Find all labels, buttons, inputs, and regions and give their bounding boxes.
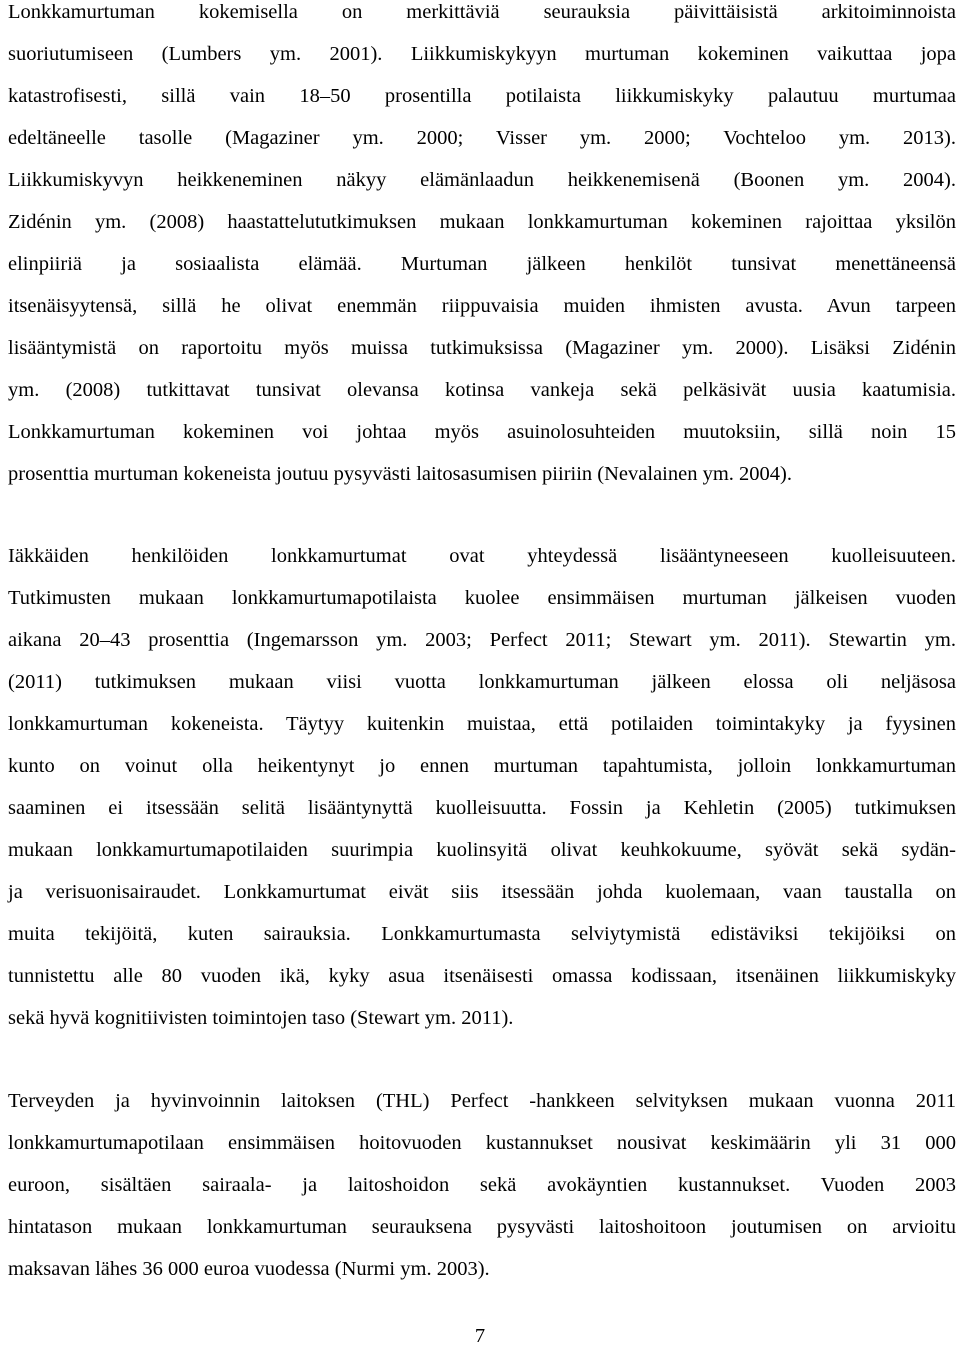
text-line: edeltäneelle tasolle (Magaziner ym. 2000; Visser ym. 2000; Vochteloo ym. 2013). <box>8 127 956 149</box>
text-line: lonkkamurtumapotilaan ensimmäisen hoitovuoden kustannukset nousivat keskimäärin yli 31 000 <box>8 1132 956 1154</box>
text-line: hintatason mukaan lonkkamurtuman seurauksena pysyvästi laitoshoitoon joutumisen on arvioitu <box>8 1216 956 1238</box>
text-line: tunnistettu alle 80 vuoden ikä, kyky asua itsenäisesti omassa kodissaan, itsenäinen liikkumiskyky <box>8 965 956 987</box>
text-line: euroon, sisältäen sairaala- ja laitoshoidon sekä avokäyntien kustannukset. Vuoden 2003 <box>8 1174 956 1196</box>
text-line: mukaan lonkkamurtumapotilaiden suurimpia kuolinsyitä olivat keuhkokuume, syövät sekä sydän- <box>8 839 956 861</box>
text-line: saaminen ei itsessään selitä lisääntynyttä kuolleisuutta. Fossin ja Kehletin (2005) tutkimuksen <box>8 797 956 819</box>
text-line: maksavan lähes 36 000 euroa vuodessa (Nurmi ym. 2003). <box>8 1258 490 1280</box>
paragraph-costs <box>8 1080 956 1290</box>
text-line: Terveyden ja hyvinvoinnin laitoksen (THL) Perfect -hankkeen selvityksen mukaan vuonna 2011 <box>8 1090 956 1112</box>
text-line: aikana 20–43 prosenttia (Ingemarsson ym. 2003; Perfect 2011; Stewart ym. 2011). Stewartin ym. <box>8 629 956 651</box>
text-line: Zidénin ym. (2008) haastattelututkimuksen mukaan lonkkamurtuman kokeminen rajoittaa yksilön <box>8 211 956 233</box>
page-number: 7 <box>474 1325 486 1347</box>
text-line: kunto on voinut olla heikentynyt jo ennen murtuman tapahtumista, jolloin lonkkamurtuman <box>8 755 956 777</box>
text-line: Lonkkamurtuman kokeminen voi johtaa myös asuinolosuhteiden muutoksiin, sillä noin 15 <box>8 421 956 443</box>
text-line: (2011) tutkimuksen mukaan viisi vuotta lonkkamurtuman jälkeen elossa oli neljäsosa <box>8 671 956 693</box>
text-line: itsenäisyytensä, sillä he olivat enemmän riippuvaisia muiden ihmisten avusta. Avun tarpeen <box>8 295 956 317</box>
text-line: katastrofisesti, sillä vain 18–50 prosentilla potilaista liikkumiskyky palautuu murtumaa <box>8 85 956 107</box>
text-line: ja verisuonisairaudet. Lonkkamurtumat eivät siis itsessään johda kuolemaan, vaan taustalla on <box>8 881 956 903</box>
text-line: elinpiiriä ja sosiaalista elämää. Murtuman jälkeen henkilöt tunsivat menettäneensä <box>8 253 956 275</box>
text-line: Iäkkäiden henkilöiden lonkkamurtumat ovat yhteydessä lisääntyneeseen kuolleisuuteen. <box>8 545 956 567</box>
text-line: sekä hyvä kognitiivisten toimintojen taso (Stewart ym. 2011). <box>8 1007 514 1029</box>
paragraph-hip-fracture-consequences <box>8 0 956 495</box>
text-line: lisääntymistä on raportoitu myös muissa tutkimuksissa (Magaziner ym. 2000). Lisäksi Zidénin <box>8 337 956 359</box>
text-line: suoriutumiseen (Lumbers ym. 2001). Liikkumiskykyyn murtuman kokeminen vaikuttaa jopa <box>8 43 956 65</box>
text-line: muita tekijöitä, kuten sairauksia. Lonkkamurtumasta selviytymistä edistäviksi tekijöiksi on <box>8 923 956 945</box>
text-line: prosenttia murtuman kokeneista joutuu pysyvästi laitosasumisen piiriin (Nevalainen ym. 2004). <box>8 463 792 485</box>
text-line: Liikkumiskyvyn heikkeneminen näkyy elämänlaadun heikkenemisenä (Boonen ym. 2004). <box>8 169 956 191</box>
text-line: ym. (2008) tutkittavat tunsivat olevansa kotinsa vankeja sekä pelkäsivät uusia kaatumisia. <box>8 379 956 401</box>
text-line: Lonkkamurtuman kokemisella on merkittäviä seurauksia päivittäisistä arkitoiminnoista <box>8 1 956 23</box>
paragraph-mortality <box>8 535 956 1039</box>
text-line: lonkkamurtuman kokeneista. Täytyy kuitenkin muistaa, että potilaiden toimintakyky ja fyysinen <box>8 713 956 735</box>
text-line: Tutkimusten mukaan lonkkamurtumapotilaista kuolee ensimmäisen murtuman jälkeisen vuoden <box>8 587 956 609</box>
